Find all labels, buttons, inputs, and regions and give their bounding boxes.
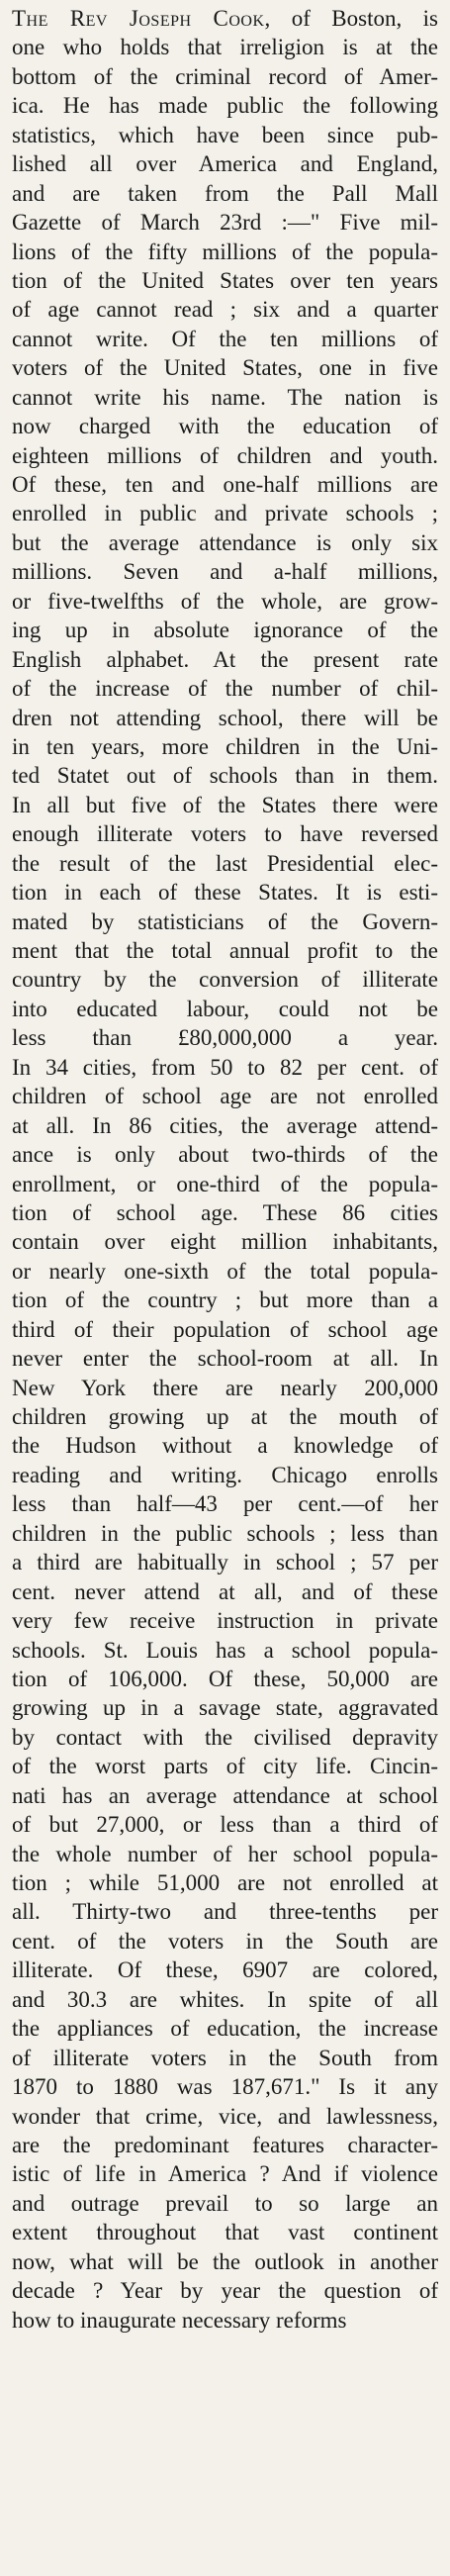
text-line: tion in each of these States. It is esti- <box>12 880 438 906</box>
text-line: tion of the United States over ten years <box>12 267 438 293</box>
text-line: voters of the United States, one in five <box>12 355 438 381</box>
text-line: children of school age are not enrolled <box>12 1084 438 1109</box>
text-line: ted Statet out of schools than in them. <box>12 763 438 789</box>
text-line: wonder that crime, vice, and lawlessness, <box>12 2103 438 2129</box>
text-line: eighteen millions of children and youth. <box>12 442 438 468</box>
text-line-smallcaps-part: The Rev Joseph Cook <box>12 6 265 31</box>
text-line: country by the conversion of illiterate <box>12 967 438 993</box>
text-line: cannot write. Of the ten millions of <box>12 326 438 351</box>
text-line: tion of 106,000. Of these, 50,000 are <box>12 1666 438 1691</box>
text-line: less than half—43 per cent.—of her <box>12 1491 438 1517</box>
text-line: third of their population of school age <box>12 1316 438 1342</box>
text-line: istic of life in America ? And if violence <box>12 2161 438 2187</box>
text-line: lished all over America and England, <box>12 151 438 177</box>
text-line: but the average attendance is only six <box>12 529 438 555</box>
text-line: now, what will be the outlook in another <box>12 2248 438 2274</box>
text-line: cent. of the voters in the South are <box>12 1928 438 1954</box>
text-line: enrolled in public and private schools ; <box>12 501 438 526</box>
text-line: English alphabet. At the present rate <box>12 646 438 672</box>
text-line: tion ; while 51,000 are not enrolled at <box>12 1870 438 1895</box>
text-line: cent. never attend at all, and of these <box>12 1578 438 1604</box>
text-line: into educated labour, could not be <box>12 996 438 1021</box>
text-line: The Rev Joseph Cook, of Boston, is <box>12 6 438 31</box>
text-line: less than £80,000,000 a year. <box>12 1025 438 1051</box>
text-line: and are taken from the Pall Mall <box>12 180 438 206</box>
text-line: one who holds that irreligion is at the <box>12 35 438 60</box>
text-line: In 34 cities, from 50 to 82 per cent. of <box>12 1054 438 1080</box>
text-line: cannot write his name. The nation is <box>12 384 438 410</box>
text-line: millions. Seven and a-half millions, <box>12 559 438 585</box>
text-line: children growing up at the mouth of <box>12 1404 438 1429</box>
text-line: Gazette of March 23rd :—" Five mil- <box>12 210 438 236</box>
text-line: or five-twelfths of the whole, are grow- <box>12 588 438 614</box>
text-line: and 30.3 are whites. In spite of all <box>12 1986 438 2012</box>
text-line: the whole number of her school popula- <box>12 1841 438 1866</box>
text-line: ing up in absolute ignorance of the <box>12 618 438 643</box>
text-line: by contact with the civilised depravity <box>12 1724 438 1750</box>
text-line: bottom of the criminal record of Amer- <box>12 63 438 89</box>
text-line: dren not attending school, there will be <box>12 705 438 730</box>
text-line: illiterate. Of these, 6907 are colored, <box>12 1957 438 1983</box>
text-line: of the worst parts of city life. Cincin- <box>12 1754 438 1779</box>
text-line: enough illiterate voters to have reversed <box>12 821 438 847</box>
text-line: at all. In 86 cities, the average attend- <box>12 1112 438 1138</box>
text-line: tion of school age. These 86 cities <box>12 1199 438 1225</box>
text-line: schools. St. Louis has a school popula- <box>12 1637 438 1663</box>
text-line: reading and writing. Chicago enrolls <box>12 1462 438 1487</box>
text-line: In all but five of the States there were <box>12 792 438 817</box>
text-line: nati has an average attendance at school <box>12 1782 438 1808</box>
text-line: Of these, ten and one-half millions are <box>12 472 438 497</box>
text-line: are the predominant features character- <box>12 2132 438 2157</box>
text-line: mated by statisticians of the Govern- <box>12 908 438 934</box>
text-line: ance is only about two-thirds of the <box>12 1142 438 1168</box>
text-line: how to inaugurate necessary reforms <box>12 2307 347 2333</box>
text-line: enrollment, or one-third of the popula- <box>12 1171 438 1196</box>
text-line: and outrage prevail to so large an <box>12 2190 438 2216</box>
text-line: tion of the country ; but more than a <box>12 1288 438 1313</box>
text-line: of illiterate voters in the South from <box>12 2045 438 2070</box>
text-line: ica. He has made public the following <box>12 93 438 119</box>
text-line: of but 27,000, or less than a third of <box>12 1812 438 1838</box>
text-line: statistics, which have been since pub- <box>12 122 438 147</box>
text-line: the Hudson without a knowledge of <box>12 1433 438 1459</box>
text-line: of age cannot read ; six and a quarter <box>12 297 438 323</box>
text-line: the result of the last Presidential elec- <box>12 850 438 876</box>
text-line: all. Thirty-two and three-tenths per <box>12 1899 438 1925</box>
text-line: in ten years, more children in the Uni- <box>12 733 438 759</box>
text-line: children in the public schools ; less than <box>12 1520 438 1546</box>
text-line: a third are habitually in school ; 57 per <box>12 1550 438 1575</box>
text-line: New York there are nearly 200,000 <box>12 1375 438 1400</box>
text-line: contain over eight million inhabitants, <box>12 1229 438 1255</box>
text-line: the appliances of education, the increase <box>12 2016 438 2042</box>
text-line: extent throughout that vast continent <box>12 2220 438 2245</box>
text-line: never enter the school-room at all. In <box>12 1346 438 1372</box>
text-line: ment that the total annual profit to the <box>12 938 438 963</box>
text-line: 1870 to 1880 was 187,671." Is it any <box>12 2074 438 2100</box>
text-line: very few receive instruction in private <box>12 1608 438 1634</box>
text-line: lions of the fifty millions of the popula- <box>12 239 438 264</box>
text-line: of the increase of the number of chil- <box>12 676 438 702</box>
text-line: or nearly one-sixth of the total popula- <box>12 1258 438 1284</box>
text-line: decade ? Year by year the question of <box>12 2278 438 2304</box>
text-line: now charged with the education of <box>12 414 438 439</box>
text-line: growing up in a savage state, aggravated <box>12 1695 438 1721</box>
